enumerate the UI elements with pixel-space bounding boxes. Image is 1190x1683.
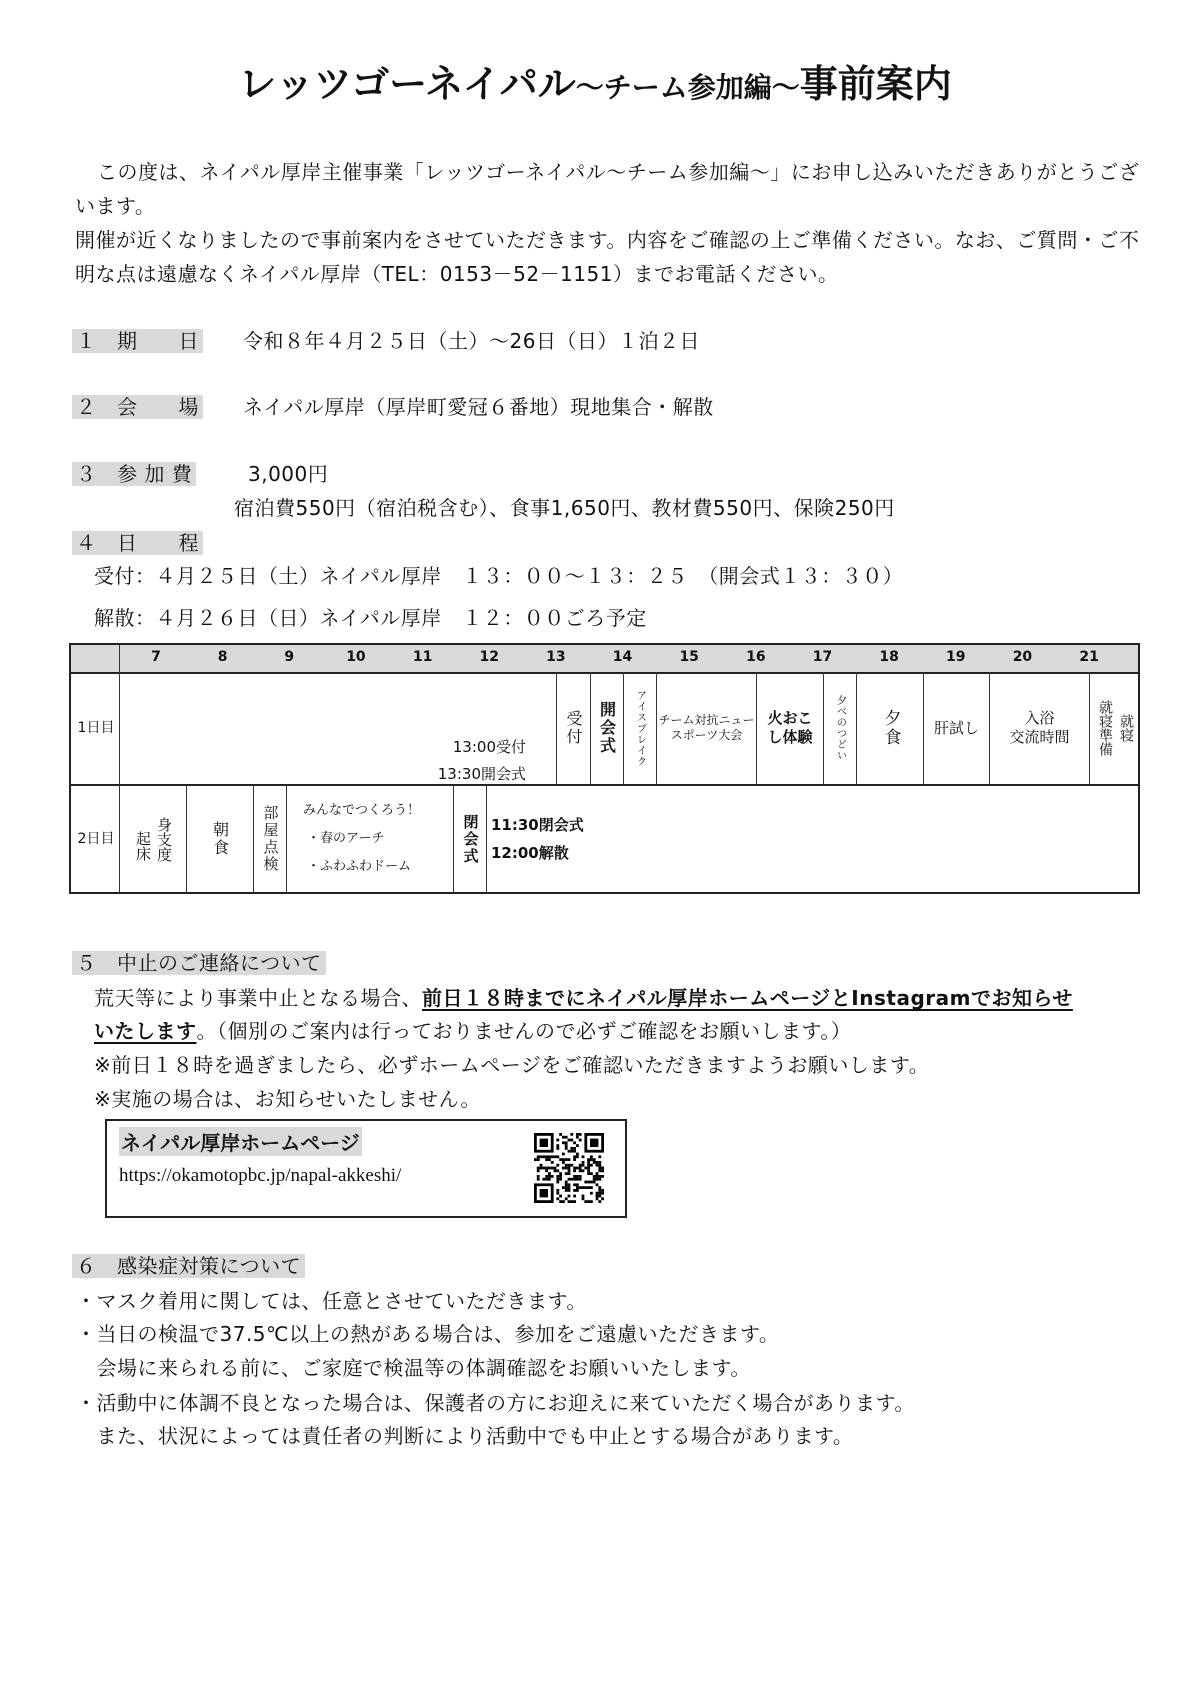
bed-label: 就寝	[1118, 714, 1134, 742]
intro-line: 明な点は遠慮なくネイパル厚岸（TEL：0153－52－1151）までお電話ください。	[75, 262, 839, 286]
intro-line: います。	[75, 194, 156, 218]
section-infection-label: ６ 感染症対策について	[72, 1254, 305, 1278]
section-fee-value: 3,000円	[248, 462, 329, 486]
infection-line: ・当日の検温で37.5℃以上の熱がある場合は、参加をご遠慮いただきます。	[76, 1322, 780, 1346]
section-date-value: 令和８年４月２５日（土）～26日（日）１泊２日	[243, 329, 700, 353]
day1-label: 1日目	[77, 719, 115, 736]
bath-label: 入浴	[1024, 709, 1055, 727]
section-schedule-label: ４ 日 程	[72, 531, 203, 555]
day1-test-of-courage: 肝試し	[923, 672, 989, 784]
day2-afternoon	[486, 784, 1140, 892]
hour-label: 12	[479, 649, 499, 665]
section-venue-value: ネイパル厚岸（厚岸町愛冠６番地）現地集合・解散	[243, 395, 714, 419]
day1-dinner: 夕食	[856, 672, 923, 784]
cancel-line	[94, 1019, 851, 1043]
cancel-emphasis: 前日１８時までにネイパル厚岸ホームページとInstagramでお知らせ	[422, 986, 1073, 1010]
hour-label: 21	[1079, 649, 1099, 665]
infection-line: ・活動中に体調不良となった場合は、保護者の方にお迎えに来ていただく場合があります。	[76, 1391, 915, 1415]
title-sub: ～チーム参加編～	[575, 71, 800, 104]
day1-opening: 開会式	[590, 672, 623, 784]
day2-note: 12:00解散	[491, 844, 569, 862]
hour-label: 18	[879, 649, 899, 665]
hour-label: 19	[946, 649, 966, 665]
craft-title: みんなでつくろう！	[303, 803, 421, 818]
infection-line: ・マスク着用に関しては、任意とさせていただきます。	[76, 1289, 587, 1313]
cancel-note: ※実施の場合は、お知らせいたしません。	[94, 1087, 481, 1111]
hour-label: 8	[217, 649, 228, 665]
section-fee-label: ３ 参 加 費	[72, 462, 196, 486]
day2-note: 11:30閉会式	[491, 816, 584, 834]
cancel-text: 。（個別のご案内は行っておりませんので必ずご確認をお願いします。）	[196, 1019, 852, 1043]
intro-line: 開催が近くなりましたので事前案内をさせていただきます。内容をご確認の上ご準備ください。なお、ご質問・ご不	[75, 228, 1140, 252]
hour-label: 11	[412, 649, 433, 665]
title-main: レッツゴーネイパル	[238, 62, 576, 106]
title-tail: 事前案内	[799, 62, 952, 106]
day1-note: 13:00受付	[452, 738, 526, 756]
day2-closing: 閉会式	[453, 784, 486, 892]
homepage-url[interactable]: https://okamotopbc.jp/napal-akkeshi/	[119, 1165, 402, 1186]
hour-label: 13	[546, 649, 566, 665]
day1-bedtime	[1089, 672, 1140, 784]
hour-label: 10	[346, 649, 366, 665]
section-fee-detail: 宿泊費550円（宿泊税含む）、食事1,650円、教材費550円、保険250円	[234, 496, 895, 520]
qr-code-icon[interactable]	[534, 1133, 604, 1203]
hour-label: 15	[679, 649, 699, 665]
intro-line: この度は、ネイパル厚岸主催事業「レッツゴーネイパル～チーム参加編～」にお申し込みいただきありがとうござ	[97, 160, 1140, 184]
bed-prep-label: 就寝準備	[1097, 700, 1113, 756]
homepage-box	[105, 1119, 627, 1218]
schedule-table	[69, 643, 1140, 894]
getting-ready-label: 身支度	[155, 816, 173, 862]
hour-label: 16	[746, 649, 766, 665]
cancel-emphasis: いたします	[94, 1019, 197, 1043]
infection-line: また、状況によっては責任者の判断により活動中でも中止とする場合があります。	[76, 1424, 854, 1448]
craft-item: ・春のアーチ	[307, 831, 385, 846]
day1-note: 13:30開会式	[437, 765, 526, 783]
day1-morning-cell	[119, 672, 556, 784]
section-cancel-label: ５ 中止のご連絡について	[72, 951, 326, 975]
infection-line: 会場に来られる前に、ご家庭で検温等の体調確認をお願いいたします。	[76, 1356, 751, 1380]
social-time-label: 交流時間	[1009, 728, 1070, 746]
hour-label: 20	[1012, 649, 1033, 665]
hour-label: 14	[612, 649, 633, 665]
hour-label: 7	[151, 649, 161, 665]
day1-bath	[989, 672, 1089, 784]
day1-reception: 受付	[556, 672, 590, 784]
day1-evening-gathering: 夕べのつどい	[823, 672, 856, 784]
craft-item: ・ふわふわドーム	[307, 859, 412, 874]
day2-label: 2日目	[71, 784, 121, 892]
reception-info: 受付：４月２５日（土）ネイパル厚岸 １３：００～１３：２５ （開会式１３：３０）	[94, 564, 904, 588]
day1-sports: チーム対抗ニュースポーツ大会	[656, 672, 756, 784]
hour-header	[71, 645, 1138, 674]
wakeup-label: 起床	[134, 831, 152, 861]
day2-breakfast: 朝食	[186, 784, 253, 892]
section-venue-label: ２ 会 場	[72, 395, 203, 419]
section-date-label: １ 期 日	[72, 329, 203, 353]
day1-fire: 火おこし体験	[756, 672, 823, 784]
cancel-text: 荒天等により事業中止となる場合、	[94, 986, 422, 1010]
cancel-note: ※前日１８時を過ぎましたら、必ずホームページをご確認いただきますようお願いします。	[94, 1053, 930, 1077]
dismissal-info: 解散：４月２６日（日）ネイパル厚岸 １２：００ごろ予定	[94, 606, 647, 630]
page-title	[0, 60, 1190, 112]
hour-label: 17	[812, 649, 833, 665]
day1-icebreak: アイスブレイク	[623, 672, 656, 784]
day2-craft	[286, 784, 453, 892]
homepage-title: ネイパル厚岸ホームページ	[119, 1127, 362, 1156]
day2-wakeup	[119, 784, 186, 892]
hour-label: 9	[284, 649, 295, 665]
day2-room-check: 部屋点検	[253, 784, 286, 892]
cancel-line	[94, 986, 1073, 1010]
